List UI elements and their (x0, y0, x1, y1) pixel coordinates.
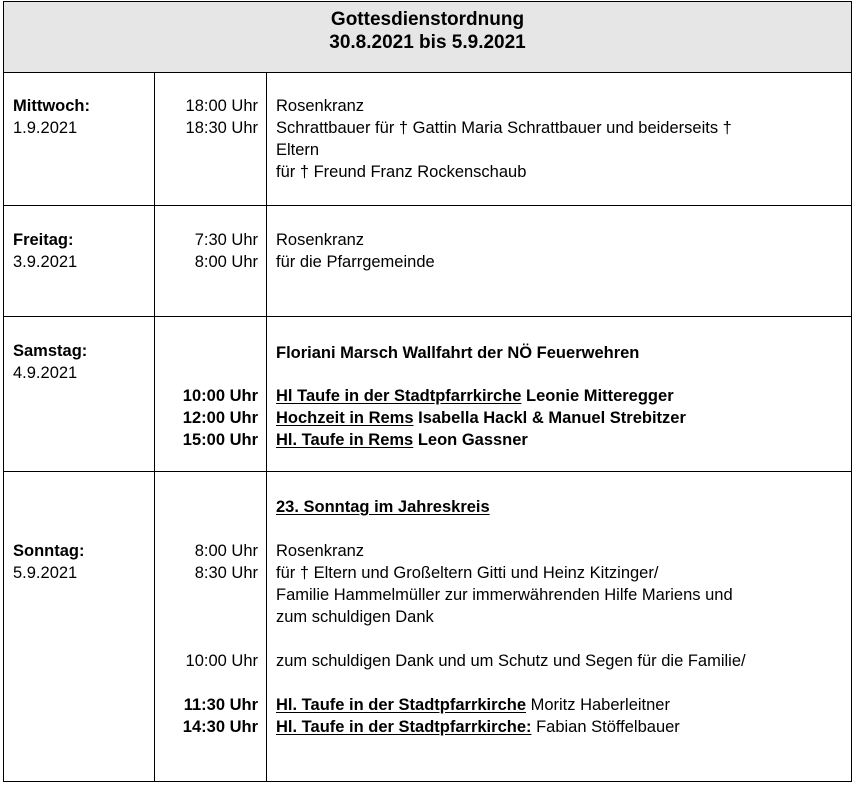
event-location: Hochzeit in Rems (276, 409, 414, 427)
time-cell: 14:30 Uhr (182, 718, 258, 736)
day-label: Mittwoch: (13, 97, 90, 115)
column-divider (154, 73, 155, 781)
row-divider (4, 471, 851, 472)
day-date: 5.9.2021 (13, 564, 78, 582)
time-cell: 8:00 Uhr (194, 253, 258, 271)
service-text: für † Eltern und Großeltern Gitti und Heinz Kitzinger/ (276, 564, 659, 582)
service-event (276, 716, 680, 738)
event-person: Fabian Stöffelbauer (531, 718, 680, 736)
service-text: zum schuldigen Dank und um Schutz und Segen für die Familie/ (276, 652, 746, 670)
event-person: Isabella Hackl & Manuel Strebitzer (413, 409, 686, 427)
event-heading: 23. Sonntag im Jahreskreis (276, 498, 490, 516)
time-cell: 7:30 Uhr (194, 231, 258, 249)
event-heading: Floriani Marsch Wallfahrt der NÖ Feuerwehren (276, 344, 640, 362)
day-date: 1.9.2021 (13, 119, 78, 137)
service-text: für die Pfarrgemeinde (276, 253, 435, 271)
service-text: Schrattbauer für † Gattin Maria Schrattbauer und beiderseits † (276, 119, 732, 137)
column-divider (266, 73, 267, 781)
row-divider (4, 316, 851, 317)
time-cell: 18:00 Uhr (185, 97, 258, 115)
event-location: Hl. Taufe in Rems (276, 431, 414, 449)
time-cell: 8:00 Uhr (194, 542, 258, 560)
service-text: Eltern (276, 141, 320, 159)
row-divider (4, 205, 851, 206)
time-cell: 12:00 Uhr (182, 409, 258, 427)
service-text: Rosenkranz (276, 231, 365, 249)
event-person: Moritz Haberleitner (526, 696, 670, 714)
event-person: Leonie Mitteregger (521, 387, 674, 405)
service-event (276, 407, 686, 429)
event-person: Leon Gassner (413, 431, 528, 449)
time-cell: 10:00 Uhr (185, 652, 258, 670)
time-cell: 8:30 Uhr (194, 564, 258, 582)
time-cell: 18:30 Uhr (185, 119, 258, 137)
service-text: Rosenkranz (276, 542, 365, 560)
service-event (276, 429, 528, 451)
service-event (276, 385, 674, 407)
service-event (276, 694, 670, 716)
table-header (4, 2, 851, 73)
service-text: zum schuldigen Dank (276, 608, 434, 626)
page-title: Gottesdienstordnung (330, 9, 525, 30)
time-cell: 15:00 Uhr (182, 431, 258, 449)
service-text: für † Freund Franz Rockenschaub (276, 163, 527, 181)
event-location: Hl. Taufe in der Stadtpfarrkirche: (276, 718, 532, 736)
service-text: Familie Hammelmüller zur immerwährenden Hilfe Mariens und (276, 586, 733, 604)
day-date: 3.9.2021 (13, 253, 78, 271)
date-range: 30.8.2021 bis 5.9.2021 (329, 32, 526, 53)
event-location: Hl Taufe in der Stadtpfarrkirche (276, 387, 522, 405)
schedule-table (3, 1, 852, 782)
day-date: 4.9.2021 (13, 364, 78, 382)
day-label: Freitag: (13, 231, 74, 249)
event-location: Hl. Taufe in der Stadtpfarrkirche (276, 696, 526, 714)
service-text: Rosenkranz (276, 97, 365, 115)
time-cell: 11:30 Uhr (183, 696, 258, 714)
day-label: Sonntag: (13, 542, 85, 560)
time-cell: 10:00 Uhr (182, 387, 258, 405)
day-label: Samstag: (13, 342, 88, 360)
